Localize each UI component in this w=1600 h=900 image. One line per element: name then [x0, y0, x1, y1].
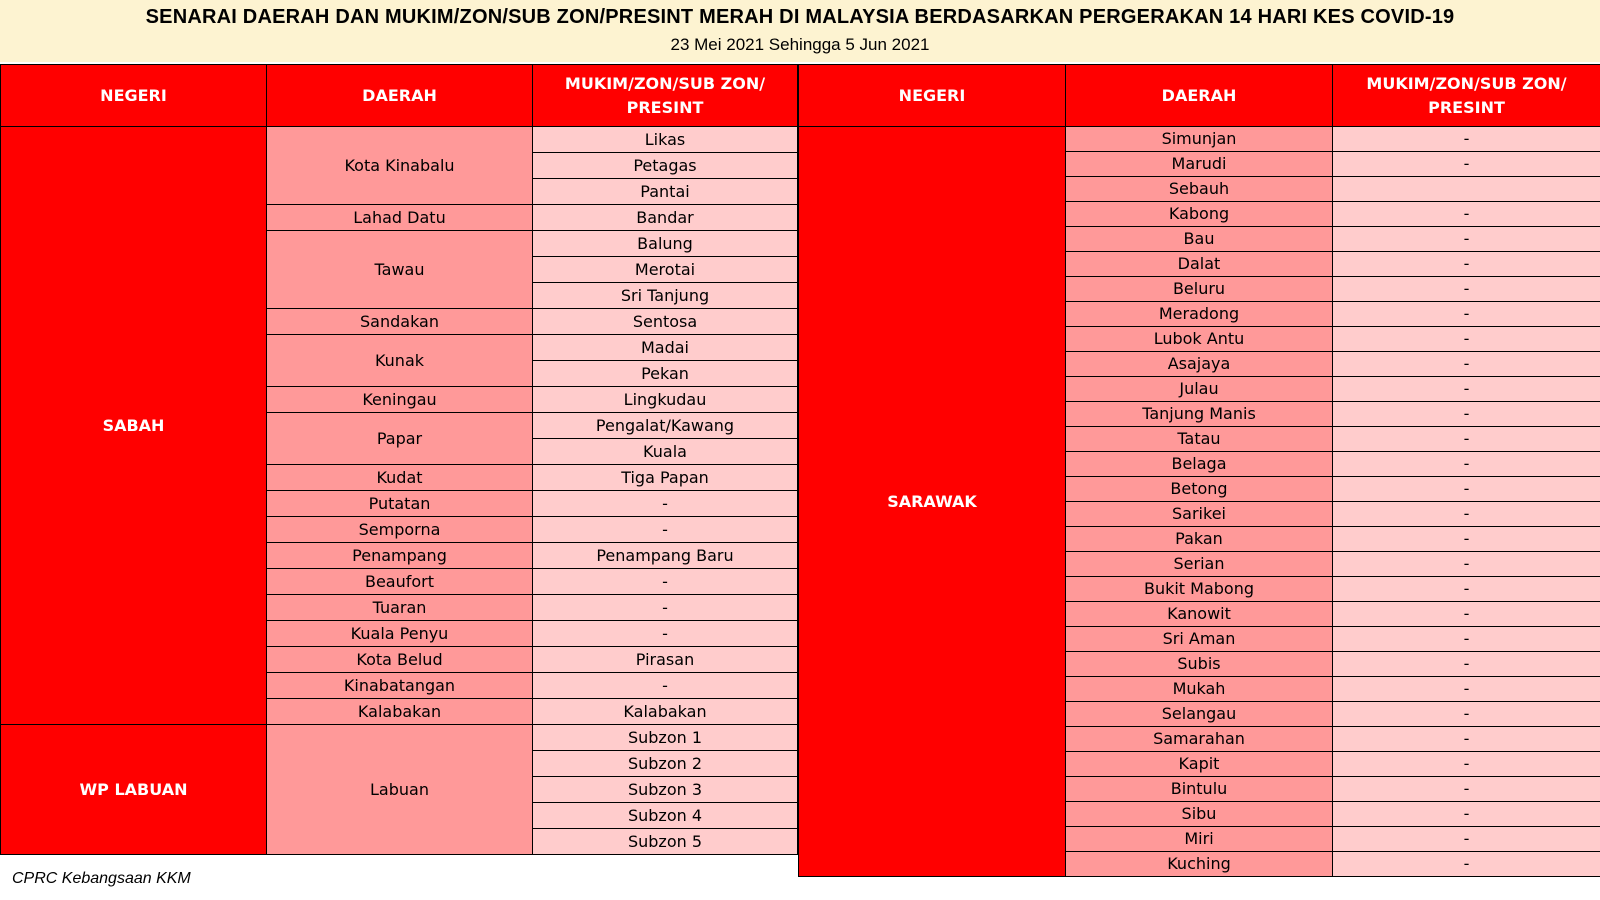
mukim-cell: - [533, 569, 798, 595]
daerah-cell: Kalabakan [267, 699, 533, 725]
daerah-cell: Labuan [267, 725, 533, 855]
mukim-cell: Madai [533, 335, 798, 361]
mukim-cell: Petagas [533, 153, 798, 179]
mukim-cell: - [1333, 277, 1600, 302]
mukim-cell: - [1333, 677, 1600, 702]
daerah-cell: Kuala Penyu [267, 621, 533, 647]
daerah-cell: Sebauh [1066, 177, 1333, 202]
mukim-cell: Kuala [533, 439, 798, 465]
mukim-cell: - [1333, 577, 1600, 602]
mukim-cell: - [1333, 827, 1600, 852]
table-row [1, 127, 798, 153]
mukim-cell: Penampang Baru [533, 543, 798, 569]
mukim-cell: Pantai [533, 179, 798, 205]
source-note: CPRC Kebangsaan KKM [12, 870, 191, 887]
daerah-cell: Kapit [1066, 752, 1333, 777]
mukim-cell: - [533, 621, 798, 647]
mukim-cell: - [533, 673, 798, 699]
daerah-cell: Tanjung Manis [1066, 402, 1333, 427]
mukim-cell: Balung [533, 231, 798, 257]
mukim-cell: - [1333, 527, 1600, 552]
mukim-cell: Subzon 5 [533, 829, 798, 855]
mukim-cell: - [1333, 352, 1600, 377]
negeri-cell: SABAH [1, 127, 267, 725]
daerah-cell: Pakan [1066, 527, 1333, 552]
daerah-cell: Penampang [267, 543, 533, 569]
mukim-cell: - [1333, 152, 1600, 177]
table-row [1, 725, 798, 751]
header-mukim: MUKIM/ZON/SUB ZON/ PRESINT [1333, 65, 1600, 127]
mukim-cell: Bandar [533, 205, 798, 231]
daerah-cell: Sibu [1066, 802, 1333, 827]
negeri-cell: SARAWAK [799, 127, 1066, 877]
mukim-cell: Lingkudau [533, 387, 798, 413]
daerah-cell: Kota Belud [267, 647, 533, 673]
daerah-cell: Samarahan [1066, 727, 1333, 752]
header-daerah: DAERAH [1066, 65, 1333, 127]
daerah-cell: Subis [1066, 652, 1333, 677]
daerah-cell: Bau [1066, 227, 1333, 252]
daerah-cell: Tawau [267, 231, 533, 309]
daerah-cell: Serian [1066, 552, 1333, 577]
mukim-cell: Subzon 2 [533, 751, 798, 777]
daerah-cell: Betong [1066, 477, 1333, 502]
mukim-cell: Likas [533, 127, 798, 153]
header-daerah: DAERAH [267, 65, 533, 127]
mukim-cell: - [1333, 602, 1600, 627]
daerah-cell: Simunjan [1066, 127, 1333, 152]
mukim-cell: - [1333, 252, 1600, 277]
mukim-cell: - [533, 491, 798, 517]
mukim-cell: - [1333, 777, 1600, 802]
daerah-cell: Belaga [1066, 452, 1333, 477]
mukim-cell: Pirasan [533, 647, 798, 673]
mukim-cell: - [1333, 427, 1600, 452]
table-row [799, 127, 1600, 152]
table-sarawak [798, 64, 1600, 877]
daerah-cell: Sri Aman [1066, 627, 1333, 652]
daerah-cell: Meradong [1066, 302, 1333, 327]
mukim-cell [1333, 177, 1600, 202]
mukim-cell: Sri Tanjung [533, 283, 798, 309]
mukim-cell: Subzon 4 [533, 803, 798, 829]
mukim-cell: - [1333, 377, 1600, 402]
daerah-cell: Mukah [1066, 677, 1333, 702]
daerah-cell: Asajaya [1066, 352, 1333, 377]
mukim-cell: Kalabakan [533, 699, 798, 725]
mukim-cell: - [1333, 452, 1600, 477]
mukim-cell: - [1333, 627, 1600, 652]
daerah-cell: Selangau [1066, 702, 1333, 727]
daerah-cell: Kinabatangan [267, 673, 533, 699]
mukim-cell: Merotai [533, 257, 798, 283]
daerah-cell: Julau [1066, 377, 1333, 402]
mukim-cell: - [1333, 402, 1600, 427]
daerah-cell: Beluru [1066, 277, 1333, 302]
mukim-cell: - [1333, 477, 1600, 502]
mukim-cell: - [1333, 652, 1600, 677]
daerah-cell: Papar [267, 413, 533, 465]
mukim-cell: - [1333, 852, 1600, 877]
mukim-cell: Subzon 3 [533, 777, 798, 803]
daerah-cell: Miri [1066, 827, 1333, 852]
daerah-cell: Marudi [1066, 152, 1333, 177]
daerah-cell: Sandakan [267, 309, 533, 335]
daerah-cell: Dalat [1066, 252, 1333, 277]
mukim-cell: Subzon 1 [533, 725, 798, 751]
daerah-cell: Beaufort [267, 569, 533, 595]
header-negeri: NEGERI [1, 65, 267, 127]
mukim-cell: - [1333, 752, 1600, 777]
negeri-cell: WP LABUAN [1, 725, 267, 855]
daerah-cell: Kanowit [1066, 602, 1333, 627]
table-sabah-labuan [0, 64, 798, 855]
daerah-cell: Kudat [267, 465, 533, 491]
daerah-cell: Bintulu [1066, 777, 1333, 802]
daerah-cell: Kabong [1066, 202, 1333, 227]
mukim-cell: - [533, 517, 798, 543]
daerah-cell: Semporna [267, 517, 533, 543]
mukim-cell: Tiga Papan [533, 465, 798, 491]
mukim-cell: - [1333, 127, 1600, 152]
mukim-cell: Pengalat/Kawang [533, 413, 798, 439]
daerah-cell: Tatau [1066, 427, 1333, 452]
mukim-cell: - [1333, 202, 1600, 227]
header-negeri: NEGERI [799, 65, 1066, 127]
date-range: 23 Mei 2021 Sehingga 5 Jun 2021 [670, 35, 930, 54]
mukim-cell: Pekan [533, 361, 798, 387]
mukim-cell: - [1333, 302, 1600, 327]
header-mukim: MUKIM/ZON/SUB ZON/ PRESINT [533, 65, 798, 127]
mukim-cell: - [1333, 502, 1600, 527]
mukim-cell: - [1333, 802, 1600, 827]
mukim-cell: - [1333, 227, 1600, 252]
mukim-cell: Sentosa [533, 309, 798, 335]
mukim-cell: - [1333, 727, 1600, 752]
daerah-cell: Kota Kinabalu [267, 127, 533, 205]
page-title: SENARAI DAERAH DAN MUKIM/ZON/SUB ZON/PRESINT MERAH DI MALAYSIA BERDASARKAN PERGERAKAN 14 HARI KES COVID-19 [145, 6, 1455, 28]
daerah-cell: Kunak [267, 335, 533, 387]
daerah-cell: Bukit Mabong [1066, 577, 1333, 602]
daerah-cell: Lahad Datu [267, 205, 533, 231]
mukim-cell: - [1333, 552, 1600, 577]
daerah-cell: Keningau [267, 387, 533, 413]
daerah-cell: Putatan [267, 491, 533, 517]
mukim-cell: - [1333, 327, 1600, 352]
daerah-cell: Sarikei [1066, 502, 1333, 527]
title-banner [0, 0, 1600, 62]
daerah-cell: Lubok Antu [1066, 327, 1333, 352]
daerah-cell: Tuaran [267, 595, 533, 621]
mukim-cell: - [533, 595, 798, 621]
daerah-cell: Kuching [1066, 852, 1333, 877]
mukim-cell: - [1333, 702, 1600, 727]
